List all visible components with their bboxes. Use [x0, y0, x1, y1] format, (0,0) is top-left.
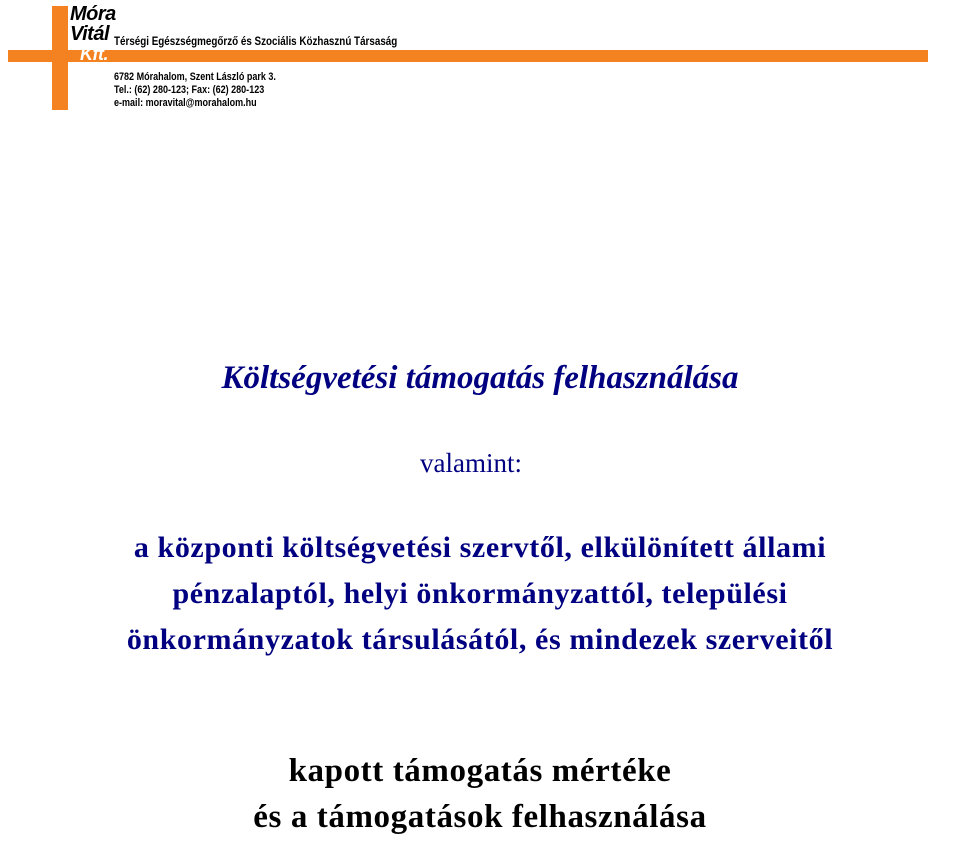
logo-cross-horizontal-bar [8, 50, 928, 62]
paragraph-line-2: pénzalaptól, helyi önkormányzattól, települési [172, 577, 788, 610]
logo-word-mora: Móra [70, 3, 116, 25]
closing-line-1: kapott támogatás mértéke [288, 753, 672, 789]
paragraph-line-1: a központi költségvetési szervtől, elkülönített állami [133, 531, 827, 564]
logo-word-kft: Kft. [80, 44, 108, 64]
company-phone-fax: Tel.: (62) 280-123; Fax: (62) 280-123 [114, 84, 265, 96]
document-title: Költségvetési támogatás felhasználása [221, 360, 739, 396]
company-name: Térségi Egészségmegőrző és Szociális Közhasznú Társaság [114, 34, 398, 48]
closing-line-2: és a támogatások felhasználása [253, 799, 707, 835]
paragraph-line-3: önkormányzatok társulásától, és mindezek szerveitől [126, 623, 834, 656]
company-address: 6782 Mórahalom, Szent László park 3. [114, 71, 276, 83]
contact-block [114, 71, 311, 110]
letterhead [0, 0, 960, 120]
logo-word-vital: Vitál [70, 23, 109, 45]
company-email: e-mail: moravital@morahalom.hu [114, 97, 257, 109]
document-subtitle: valamint: [420, 448, 522, 478]
